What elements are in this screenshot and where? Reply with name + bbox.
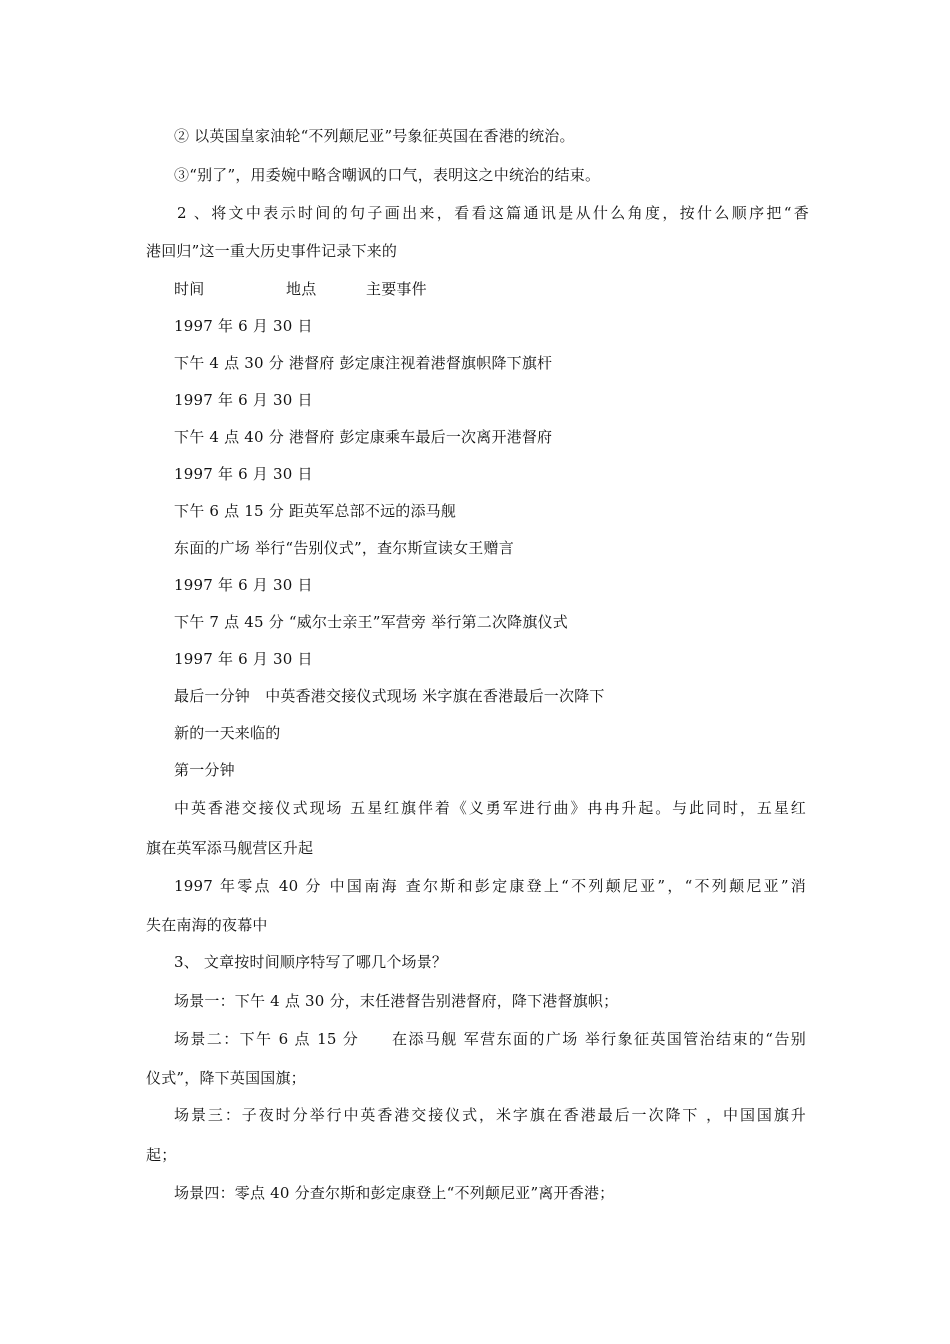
text-line: 场景一：下午 4 点 30 分，末任港督告别港督府，降下港督旗帜；	[174, 992, 619, 1010]
text-line: 1997 年 6 月 30 日	[174, 465, 313, 483]
table-header	[174, 279, 427, 299]
text-line: 下午 6 点 15 分 距英军总部不远的添马舰	[174, 502, 457, 520]
text-line: 1997 年 6 月 30 日	[174, 317, 313, 335]
text-line: 最后一分钟 中英香港交接仪式现场 米字旗在香港最后一次降下	[174, 687, 605, 705]
text-line: 2 、将文中表示时间的句子画出来，看看这篇通讯是从什么角度，按什么顺序把“香	[177, 204, 809, 222]
text-line: 失在南海的夜幕中	[146, 916, 268, 934]
text-line: 场景三：子夜时分举行中英香港交接仪式，米字旗在香港最后一次降下 ，中国国旗升	[174, 1106, 806, 1124]
text-line: 下午 7 点 45 分 “威尔士亲王”军营旁 举行第二次降旗仪式	[174, 613, 568, 631]
table-header-event: 主要事件	[366, 280, 427, 298]
table-header-place: 地点	[286, 280, 317, 298]
text-line: 港回归”这一重大历史事件记录下来的	[146, 242, 398, 260]
table-header-time: 时间	[174, 280, 205, 298]
text-line: ② 以英国皇家油轮“不列颠尼亚”号象征英国在香港的统治。	[174, 127, 575, 145]
text-line: 下午 4 点 40 分 港督府 彭定康乘车最后一次离开港督府	[174, 428, 553, 446]
text-line: 3、 文章按时间顺序特写了哪几个场景？	[174, 953, 448, 971]
text-line: ③“别了”，用委婉中略含嘲讽的口气，表明这之中统治的结束。	[174, 166, 601, 184]
text-line: 1997 年 6 月 30 日	[174, 391, 313, 409]
text-line: 1997 年 6 月 30 日	[174, 650, 313, 668]
text-line: 中英香港交接仪式现场 五星红旗伴着《义勇军进行曲》冉冉升起。与此同时，五星红	[174, 799, 806, 817]
text-line: 仪式”，降下英国国旗；	[146, 1069, 306, 1087]
text-line: 场景二：下午 6 点 15 分 在添马舰 军营东面的广场 举行象征英国管治结束的“告别	[174, 1030, 806, 1048]
text-line: 新的一天来临的	[174, 724, 281, 742]
text-line: 1997 年零点 40 分 中国南海 查尔斯和彭定康登上“不列颠尼亚”，“不列颠尼亚”消	[174, 877, 806, 895]
text-line: 东面的广场 举行“告别仪式”，查尔斯宣读女王赠言	[174, 539, 514, 557]
text-line: 下午 4 点 30 分 港督府 彭定康注视着港督旗帜降下旗杆	[174, 354, 553, 372]
text-line: 第一分钟	[174, 761, 235, 779]
text-line: 1997 年 6 月 30 日	[174, 576, 313, 594]
text-line: 起；	[146, 1146, 177, 1164]
text-line: 场景四：零点 40 分查尔斯和彭定康登上“不列颠尼亚”离开香港；	[174, 1184, 615, 1202]
text-line: 旗在英军添马舰营区升起	[146, 839, 314, 857]
